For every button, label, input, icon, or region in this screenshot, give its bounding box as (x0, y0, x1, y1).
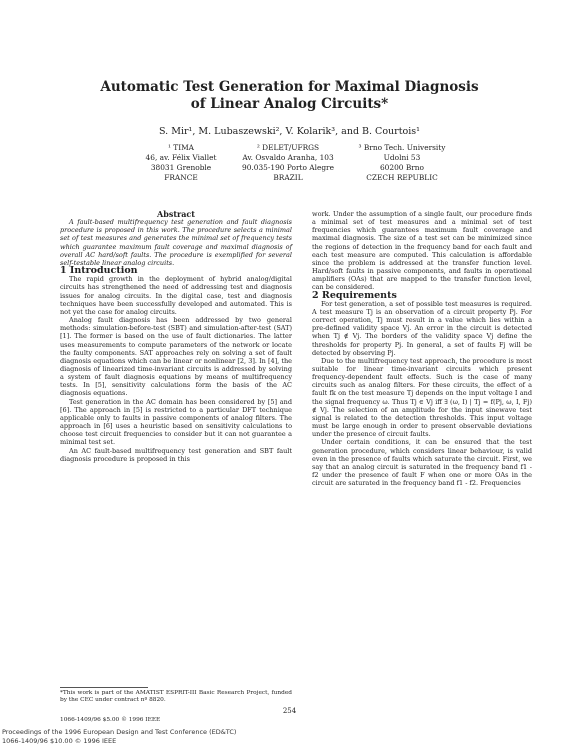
affiliation-city: 38031 Grenoble (150, 163, 212, 172)
right-column (312, 210, 532, 487)
affiliation-3 (344, 143, 460, 183)
section-heading-introduction: 1 Introduction (60, 265, 138, 277)
proceedings-footer (2, 728, 236, 745)
paragraph: An AC fault-based multifrequency test generation and SBT fault diagnosis procedure is proposed in this (60, 446, 292, 463)
footnote-rule (60, 687, 148, 688)
affiliation-address: 46, av. Félix Viallet (145, 153, 217, 162)
affiliation-name: ² DELET/UFRGS (256, 143, 320, 152)
affiliation-address: Av. Osvaldo Aranha, 103 (242, 153, 334, 162)
footnote: *This work is part of the AMATIST ESPRIT-III Basic Research Project, funded by the CEC under contract nº 8820. (60, 690, 292, 704)
paragraph: Due to the multifrequency test approach, the procedure is most suitable for linear time-invariant circuits which present frequency-dependent fault effects. Such is the case of many circuits such as analog filters. For these circuits, the effect of a fault fk on the test measure Tj depends on the input voltage I and the signal frequency ω. Thus Tj ∈ Vj iff ∃ (ω, I) | Tj = f(Pj, ω, I, Fj) ∉ Vj. The selection of an amplitude for the input sinewave test signal is related to the detection thresholds. This input voltage must be large enough in order to present observable deviations under the presence of circuit faults. (312, 356, 532, 439)
paragraph: Under certain conditions, it can be ensured that the test generation procedure, which considers linear behaviour, is valid even in the presence of faults which saturate the circuit. First, we say that an analog circuit is saturated in the frequency band f1 - f2 under the presence of fault F when one or more OAs in the circuit are saturated in the frequency band f1 - f2. Frequencies (312, 438, 532, 488)
affiliation-country: FRANCE (164, 173, 198, 182)
paper-title (0, 79, 579, 113)
abstract-heading: Abstract (157, 209, 195, 219)
affiliation-address: Udolni 53 (383, 153, 421, 162)
affiliation-1 (126, 143, 236, 183)
paragraph: Analog fault diagnosis has been addressed by two general methods: simulation-before-test (SBT) and simulation-after-test (SAT) [1]. The former is based on the use of fault dictionaries. The latter uses measurements to compute parameters of the network or locate the faulty components. SAT approaches rely on solving a set of fault diagnosis equations which can be linear or nonlinear [2, 3]. In [4], the diagnosis of linearized time-invariant circuits is addressed by solving a system of fault diagnosis equations by means of multifrequency tests. In [5], sensitivity calculations form the basis of the AC diagnosis equations. (60, 316, 292, 398)
affiliation-name: ³ Brno Tech. University (358, 143, 446, 152)
abstract-text: A fault-based multifrequency test generation and fault diagnosis procedure is proposed in this work. The procedure selects a minimal set of test measures and generates the minimal set of frequency tests which guarantee maximum fault coverage and maximal diagnosis of overall AC hard/soft faults. The procedure is exemplified for several self-testable linear analog circuits. (60, 218, 292, 267)
title-line-1: Automatic Test Generation for Maximal Diagnosis (100, 79, 479, 95)
left-column (60, 210, 292, 463)
paragraph: Test generation in the AC domain has been considered by [5] and [6]. The approach in [5] is restricted to a particular DFT technique applicable only to faults in passive components of analog filters. The approach in [6] uses a heuristic based on sensitivity calculations to choose test circuit frequencies to consider but it can not guarantee a minimal test set. (60, 397, 292, 447)
affiliation-country: BRAZIL (273, 173, 303, 182)
paragraph: The rapid growth in the deployment of hybrid analog/digital circuits has strengthened the need of addressing test and diagnosis issues for analog circuits. In the digital case, test and diagnosis techniques have been successfully developed and automated. This is not yet the case for analog circuits. (60, 275, 292, 316)
proceedings-line-2: 1066-1409/96 $10.00 © 1996 IEEE (2, 736, 117, 745)
paragraph: work. Under the assumption of a single fault, our procedure finds a minimal set of test measures and a minimal set of test frequencies which guarantees maximum fault coverage and maximal diagnosis. The size of a test set can be minimized since the regions of detection in the frequency band for each fault and each test measure are computed. This calculation is affordable since the problem is addressed at the transfer function level. Hard/soft faults in passive components, and faults in operational amplifiers (OAs) that are mapped to the transfer function level, can be considered. (312, 210, 532, 292)
copyright-line: 1066-1409/96 $5.00 © 1996 IEEE (60, 717, 161, 723)
affiliation-city: 60200 Brno (379, 163, 425, 172)
affiliation-city: 90.035-190 Porto Alegre (242, 163, 334, 172)
page-number: 254 (282, 707, 297, 715)
affiliation-name: ¹ TIMA (167, 143, 195, 152)
affiliation-country: CZECH REPUBLIC (366, 173, 438, 182)
author-list: S. Mir¹, M. Lubaszewski², V. Kolarik³, and B. Courtois¹ (159, 126, 420, 137)
section-heading-requirements: 2 Requirements (312, 289, 397, 301)
title-line-2: of Linear Analog Circuits* (190, 96, 389, 112)
proceedings-line-1: Proceedings of the 1996 European Design and Test Conference (ED&TC) (2, 728, 237, 736)
affiliation-2 (232, 143, 344, 183)
paragraph: For test generation, a set of possible test measures is required. A test measure Tj is an observation of a circuit property Pj. For correct operation, Tj must result in a value which lies within a pre-defined validity space Vj. An error in the circuit is detected when Tj ∉ Vj. The borders of the validity space Vj define the thresholds for property Pj. In general, a set of faults Fj will be detected by observing Pj. (312, 299, 532, 357)
